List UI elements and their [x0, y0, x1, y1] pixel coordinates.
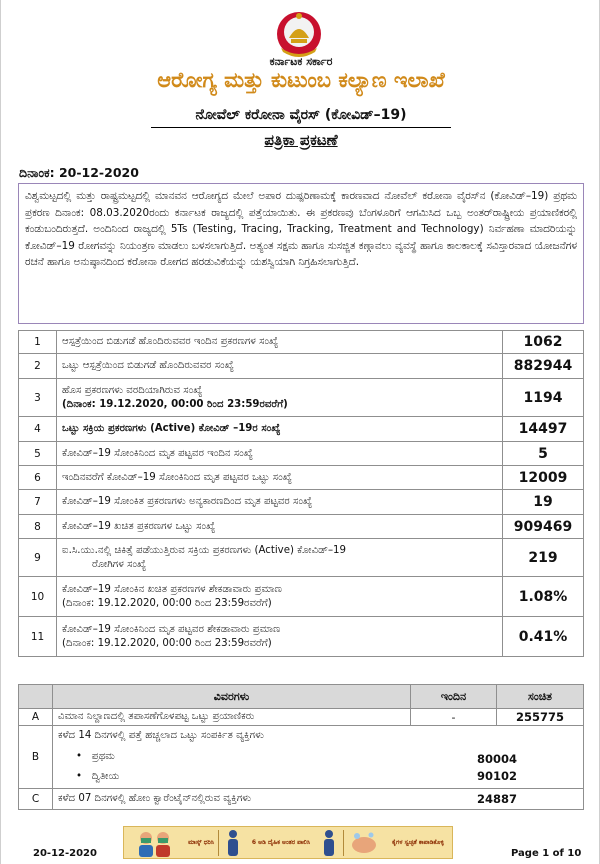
table-row: [18, 442, 584, 466]
row-value: 12009: [518, 469, 568, 486]
row-number: 7: [19, 490, 57, 514]
row-key: C: [19, 789, 53, 809]
header-cumulative: ಸಂಚಿತ: [528, 689, 552, 703]
row-number: 8: [19, 515, 57, 538]
department-title: ಆರೋಗ್ಯ ಮತ್ತು ಕುಟುಂಬ ಕಲ್ಯಾಣ ಇಲಾಖೆ: [157, 68, 445, 92]
row-value: 0.41%: [518, 628, 568, 645]
row-value: 1062: [523, 334, 563, 350]
row-key: B: [19, 726, 53, 788]
table-row: [18, 617, 584, 657]
divider: [151, 127, 451, 128]
table-row: [18, 330, 584, 354]
primary-contacts-value: 80004: [476, 752, 517, 766]
row-value: 219: [528, 549, 558, 566]
safety-banner: [123, 826, 453, 859]
subtitle: ನೋವೆಲ್ ಕರೋನಾ ವೈರಸ್ (ಕೋವಿಡ್–19): [195, 107, 407, 123]
row-number: 2: [19, 354, 57, 378]
row-number: 4: [19, 417, 57, 441]
table-row: [18, 379, 584, 417]
government-name: ಕರ್ನಾಟಕ ಸರ್ಕಾರ: [269, 55, 333, 68]
press-release-title: ಪತ್ರಿಕಾ ಪ್ರಕಟಣೆ: [264, 131, 338, 149]
table-row: [18, 539, 584, 577]
row-label: ಹೊಸ ಪ್ರಕರಣಗಳು ವರದಿಯಾಗಿರುವ ಸಂಖ್ಯೆ (ದಿನಾಂಕ: 19.12.2020, 00:00 ರಿಂದ 23:59ರವರೆಗೆ): [57, 379, 503, 416]
row-label: ಐ.ಸಿ.ಯು.ನಲ್ಲಿ ಚಿಕಿತ್ಸೆ ಪಡೆಯುತ್ತಿರುವ ಸಕ್ರಿಯ ಪ್ರಕರಣಗಳು (Active) ಕೋವಿಡ್–19 ರೋಗಿಗಳ ಸಂಖ್ಯೆ: [57, 539, 503, 576]
table-row: [19, 726, 583, 789]
details-table-header: [19, 685, 583, 709]
page-number: Page 1 of 10: [511, 848, 582, 859]
row-label: ಒಟ್ಟು ಸಕ್ರಿಯ ಪ್ರಕರಣಗಳು (Active) ಕೋವಿಡ್ –19ರ ಸಂಖ್ಯೆ: [57, 417, 503, 441]
list-item: • ಪ್ರಥಮ: [76, 750, 115, 762]
row-label: ಕೋವಿಡ್–19 ಸೋಂಕಿತ ಪ್ರಕರಣಗಳು ಅನ್ಯಕಾರಣದಿಂದ ಮೃತ ಪಟ್ಟವರ ಸಂಖ್ಯೆ: [57, 490, 503, 514]
table-row: [19, 709, 583, 726]
table-row: [18, 354, 584, 379]
row-description: ಕಳೆದ 07 ದಿನಗಳಲ್ಲಿ ಹೋಂ ಕ್ವಾರೆಂಟೈನ್‌ನಲ್ಲಿರುವ ವ್ಯಕ್ತಿಗಳು: [58, 793, 252, 804]
release-date: ದಿನಾಂಕ: 20-12-2020: [19, 165, 139, 180]
header-description: ವಿವರಗಳು: [53, 685, 411, 708]
row-number: 1: [19, 331, 57, 353]
mask-person-icon: [134, 829, 174, 857]
row-value: 1.08%: [518, 588, 568, 605]
row-label: ಕೋವಿಡ್–19 ಖಚಿತ ಪ್ರಕರಣಗಳ ಒಟ್ಟು ಸಂಖ್ಯೆ: [57, 515, 503, 538]
row-label: ಒಟ್ಟು ಆಸ್ಪತ್ರೆಯಿಂದ ಬಿಡುಗಡೆ ಹೊಂದಿರುವವರ ಸಂಖ್ಯೆ: [57, 354, 503, 378]
statistics-table: [18, 330, 584, 657]
secondary-contacts-value: 90102: [476, 769, 517, 783]
row-number: 11: [19, 617, 57, 656]
row-description: ವಿಮಾನ ನಿಲ್ದಾಣದಲ್ಲಿ ತಪಾಸಣೆಗೊಳಪಟ್ಟ ಒಟ್ಟು ಪ್ರಯಾಣಿಕರು: [53, 709, 411, 725]
karnataka-emblem-icon: [267, 8, 331, 60]
table-row: [18, 577, 584, 617]
row-value: 882944: [513, 358, 573, 374]
header-today: ಇಂದಿನ: [411, 685, 497, 708]
hand-wash-icon: [349, 830, 379, 856]
table-row: [19, 789, 583, 809]
row-number: 5: [19, 442, 57, 465]
row-values: [411, 726, 583, 788]
row-number: 6: [19, 466, 57, 489]
row-value: 1194: [523, 389, 563, 406]
row-key: A: [19, 709, 53, 725]
row-label: ಆಸ್ಪತ್ರೆಯಿಂದ ಬಿಡುಗಡೆ ಹೊಂದಿರುವವರ ಇಂದಿನ ಪ್ರಕರಣಗಳ ಸಂಖ್ಯೆ: [57, 331, 503, 353]
person-icon: [321, 829, 337, 857]
row-label: ಕೋವಿಡ್–19 ಸೋಂಕಿನಿಂದ ಮೃತ ಪಟ್ಟವರ ಶೇಕಡಾವಾರು ಪ್ರಮಾಣ (ದಿನಾಂಕ: 19.12.2020, 00:00 ರಿಂದ 23:59ರವರೆಗೆ): [57, 617, 503, 656]
intro-paragraph: ವಿಶ್ವಮಟ್ಟದಲ್ಲಿ ಮತ್ತು ರಾಷ್ಟ್ರಮಟ್ಟದಲ್ಲಿ ಮಾನವನ ಆರೋಗ್ಯದ ಮೇಲೆ ಅಪಾರ ದುಷ್ಪರಿಣಾಮಕ್ಕೆ ಕಾರಣವಾದ ನೋವೆಲ್ ಕರೋನಾ ವೈರಸ್‌ನ (ಕೋವಿಡ್–19) ಪ್ರಥಮ ಪ್ರಕರಣ ದಿನಾಂಕ: 08.03.2020ರಂದು ಕರ್ನಾಟಕ ರಾಜ್ಯದಲ್ಲಿ ಪತ್ತೆಯಾಯಿತು. ಈ ಪ್ರಕರಣವು ಬೆಂಗಳೂರಿಗೆ ಆಗಮಿಸಿದ ಒಬ್ಬ ಅಂತರ್‌ರಾಷ್ಟ್ರೀಯ ಪ್ರಯಾಣಿಕರಲ್ಲಿ ಕಂಡುಬಂದಿರುತ್ತದೆ. ಅಂದಿನಿಂದ ರಾಜ್ಯದಲ್ಲಿ 5Ts (Testing, Tracing, Tracking, Treatment and Technology) ನಿರ್ವಹಣಾ ಮಾದರಿಯನ್ನು ಕೋವಿಡ್–19 ರೋಗವನ್ನು ನಿಯಂತ್ರಣ ಮಾಡಲು ಬಳಸಲಾಗುತ್ತಿದೆ. ಅತ್ಯಂತ ಸಕ್ಷಮ ಹಾಗೂ ಸುಸಜ್ಜಿತ ಕಣ್ಗಾವಲು ವ್ಯವಸ್ಥೆ ಹಾಗೂ ಕಾಲಕಾಲಕ್ಕೆ ಸವಿಸ್ತಾರವಾದ ಯೋಜನೆಗಳ ರಚನೆ ಹಾಗೂ ಅನುಷ್ಠಾನದಿಂದ ಕರೋನಾ ರೋಗದ ಹರಡುವಿಕೆಯನ್ನು ಯಶಸ್ವಿಯಾಗಿ ನಿಗ್ರಹಿಸಲಾಗುತ್ತಿದೆ.: [18, 183, 584, 324]
row-label: ಕೋವಿಡ್–19 ಸೋಂಕಿನಿಂದ ಮೃತ ಪಟ್ಟವರ ಇಂದಿನ ಸಂಖ್ಯೆ: [57, 442, 503, 465]
banner-mask-text: ಮಾಸ್ಕ್ ಧರಿಸಿ: [188, 839, 214, 846]
row-number: 3: [19, 379, 57, 416]
row-value: 14497: [518, 421, 568, 437]
row-value: 19: [533, 494, 553, 510]
footer-date: 20-12-2020: [33, 848, 97, 859]
row-number: 9: [19, 539, 57, 576]
table-row: [18, 417, 584, 442]
row-value: 24887: [476, 791, 517, 806]
row-cumulative: 255775: [515, 710, 564, 724]
list-item: • ದ್ವಿತೀಯ: [76, 771, 120, 782]
table-row: [18, 490, 584, 515]
banner-distance-text: 6 ಅಡಿ ದೈಹಿಕ ಅಂತರ ಪಾಲಿಸಿ: [251, 839, 311, 846]
person-icon: [225, 829, 241, 857]
row-label: ಕೋವಿಡ್–19 ಸೋಂಕಿನ ಖಚಿತ ಪ್ರಕರಣಗಳ ಶೇಕಡಾವಾರು ಪ್ರಮಾಣ (ದಿನಾಂಕ: 19.12.2020, 00:00 ರಿಂದ 23:59ರವರೆಗೆ): [57, 577, 503, 616]
banner-wash-text: ಕೈಗಳ ಸ್ವಚ್ಛತೆ ಕಾಪಾಡಿಕೊಳ್ಳಿ: [392, 839, 444, 846]
row-today: -: [411, 709, 497, 725]
row-value: 909469: [513, 518, 573, 535]
row-label: ಇಂದಿನವರೆಗೆ ಕೋವಿಡ್–19 ಸೋಂಕಿನಿಂದ ಮೃತ ಪಟ್ಟವರ ಒಟ್ಟು ಸಂಖ್ಯೆ: [57, 466, 503, 489]
row-number: 10: [19, 577, 57, 616]
details-table: [18, 684, 584, 810]
table-row: [18, 515, 584, 539]
row-description: ಕಳೆದ 14 ದಿನಗಳಲ್ಲಿ ಪತ್ತೆ ಹಚ್ಚಲಾದ ಒಟ್ಟು ಸಂಪರ್ಕಿತ ವ್ಯಕ್ತಿಗಳು • ಪ್ರಥಮ • ದ್ವಿತೀಯ: [53, 726, 411, 788]
table-row: [18, 466, 584, 490]
row-value: 5: [538, 445, 548, 462]
